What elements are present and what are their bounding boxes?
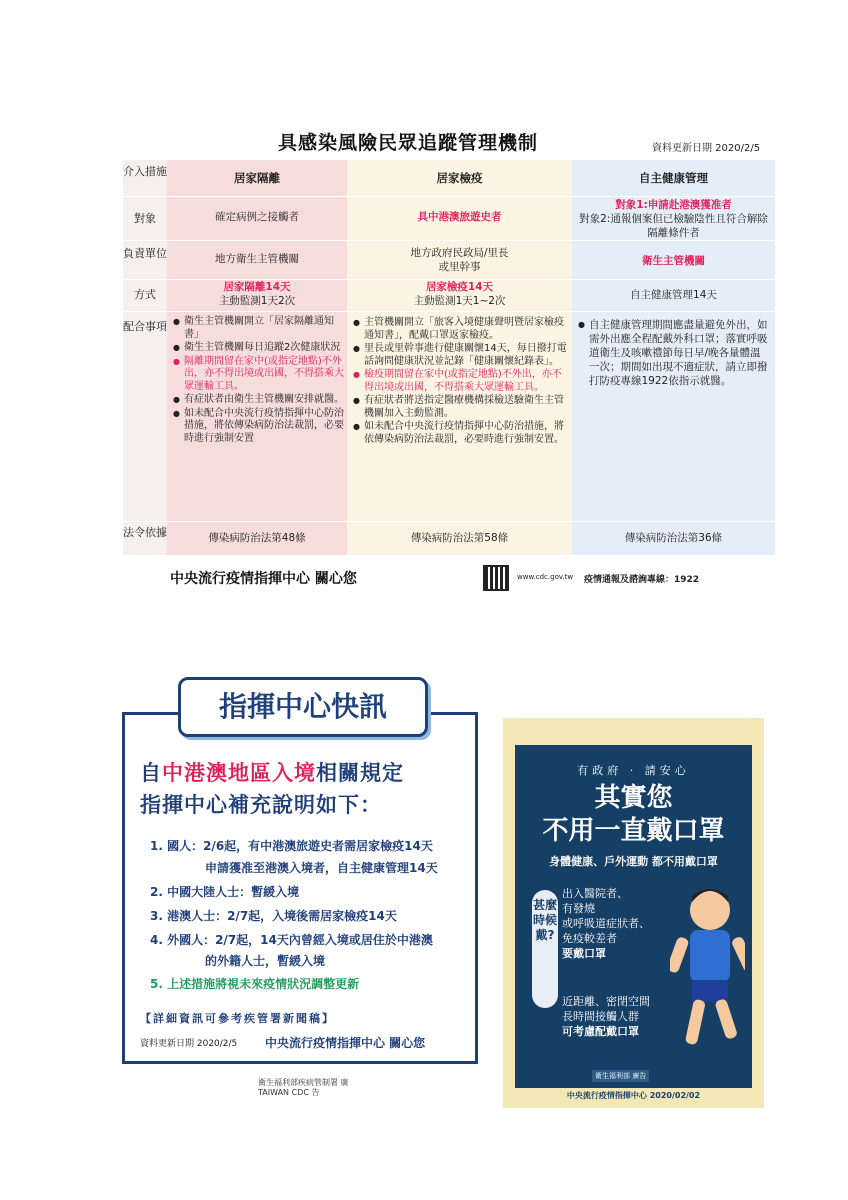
list-item: 的外籍人士，暫緩入境 <box>205 954 326 968</box>
col-header-self-management: 自主健康管理 <box>639 171 708 185</box>
law-self: 傳染病防治法第36條 <box>624 532 723 544</box>
qr-code-icon <box>483 565 509 591</box>
law-quarantine: 傳染病防治法第58條 <box>410 532 509 544</box>
method-quarantine: 居家檢疫14天 <box>425 281 494 293</box>
monitor-quarantine: 主動監測1天1~2次 <box>413 295 506 307</box>
bulletin-note: 【詳細資訊可參考疾管署新聞稿】 <box>140 1012 335 1025</box>
taiwan-cdc-logo: 衛生福利部疾病管制署 廣 TAIWAN CDC 告 <box>258 1078 349 1097</box>
row-label-method: 方式 <box>134 288 156 301</box>
list-item: ● 有症狀者由衛生主管機關安排就醫。 <box>173 394 345 407</box>
list-item: ● 如未配合中央流行疫情指揮中心防治措施，將依傳染病防治法裁罰，必要時進行強制安置 <box>173 408 345 446</box>
list-item: ● 隔離期間留在家中(或指定地點)不外出，亦不得出境或出國，不得搭乘大眾運輸工具。 <box>173 356 345 394</box>
unit-quarantine: 地方政府民政局/里長或里幹事 <box>410 247 509 273</box>
items-self <box>578 318 770 389</box>
list-item: 3. 港澳人士：2/7起，入境後需居家檢疫14天 <box>150 909 397 923</box>
poster-footer: 中央流行疫情指揮中心 2020/02/02 <box>566 1091 701 1100</box>
poster-list-2: 近距離、密閉空間 長時間接觸人群 可考慮配戴口罩 <box>562 995 650 1038</box>
bulletin-heading: 指揮中心快訊 <box>178 677 428 737</box>
list-item: ● 自主健康管理期間應盡量避免外出，如需外出應全程配戴外科口罩；落實呼吸道衛生及咳嗽禮節每日早/晚各量體溫一次；期間如出現不適症狀，請立即撥打防疫專線1922依指示就醫。 <box>578 318 770 388</box>
col-header-quarantine: 居家檢疫 <box>436 171 483 185</box>
row-label-target: 對象 <box>134 212 156 225</box>
col-header-isolation: 居家隔離 <box>234 171 280 185</box>
list-item: ● 衛生主管機關開立「居家隔離通知書」 <box>173 316 345 341</box>
list-item: 4. 外國人：2/7起，14天內曾經入境或居住於中港澳 <box>150 933 433 947</box>
list-item: ● 里長或里幹事進行健康關懷14天，每日撥打電話詢問健康狀況並記錄「健康關懷紀錄表」。 <box>353 343 567 368</box>
method-isolation: 居家隔離14天 <box>223 281 291 293</box>
list-item: ● 衛生主管機關每日追蹤2次健康狀況 <box>173 342 345 355</box>
website-link[interactable]: www.cdc.gov.tw <box>517 573 574 581</box>
target2-self: 對象2:通報個案但已檢驗陰性且符合解除隔離條件者 <box>579 213 768 239</box>
target-isolation: 確定病例之接觸者 <box>215 211 299 223</box>
target1-self: 對象1:申請赴港澳獲准者 <box>615 199 732 211</box>
row-label-measure: 介入措施 <box>123 165 167 178</box>
page-title: 具感染風險民眾追蹤管理機制 <box>278 132 539 154</box>
list-item: ● 主管機關開立「旅客入境健康聲明暨居家檢疫通知書」，配戴口罩返家檢疫。 <box>353 317 567 342</box>
list-item: 5. 上述措施將視未來疫情狀況調整更新 <box>150 977 360 991</box>
bulletin-date: 資料更新日期 2020/2/5 <box>140 1039 238 1049</box>
method-self: 自主健康管理14天 <box>630 289 717 301</box>
poster-headline-2: 不用一直戴口罩 <box>542 816 725 846</box>
management-table <box>123 160 775 555</box>
list-item: 申請獲准至港澳入境者，自主健康管理14天 <box>205 861 438 875</box>
poster-subtitle: 身體健康、戶外運動 都不用戴口罩 <box>549 855 718 868</box>
poster-headline-1: 其實您 <box>594 783 673 813</box>
list-item: 2. 中國大陸人士：暫緩入境 <box>150 885 300 899</box>
row-label-law: 法令依據 <box>123 526 167 539</box>
bulletin-signature: 中央流行疫情指揮中心 關心您 <box>265 1036 426 1050</box>
bulletin-title-line2: 指揮中心補充說明如下： <box>140 793 382 817</box>
law-isolation: 傳染病防治法第48條 <box>208 532 306 544</box>
monitor-isolation: 主動監測1天2次 <box>218 295 296 307</box>
runner-illustration <box>670 880 745 1060</box>
target-quarantine: 具中港澳旅遊史者 <box>417 211 502 223</box>
bulletin-title-line1: 自中港澳地區入境相關規定 <box>140 761 404 785</box>
footer-org: 中央流行疫情指揮中心 關心您 <box>170 571 357 587</box>
poster-list-1: 出入醫院者、 有發燒 或呼吸道症狀者、 免疫較差者 要戴口罩 <box>562 887 650 960</box>
items-quarantine <box>353 317 567 447</box>
items-isolation <box>173 316 345 446</box>
poster-top-text: 有政府 · 請安心 <box>577 764 690 777</box>
poster-credit: 衛生福利部 廣告 <box>592 1070 649 1082</box>
list-item: 1. 國人：2/6起，有中港澳旅遊史者需居家檢疫14天 <box>150 839 433 853</box>
list-item: ● 檢疫期間留在家中(或指定地點)不外出，亦不得出境或出國，不得搭乘大眾運輸工具。 <box>353 369 567 394</box>
unit-isolation: 地方衛生主管機關 <box>215 253 299 265</box>
poster-question: 甚麼時候戴? <box>532 890 558 1008</box>
list-item: ● 如未配合中央流行疫情指揮中心防治措施，將依傳染病防治法裁罰，必要時進行強制安置。 <box>353 421 567 446</box>
hotline: 疫情通報及諮詢專線：1922 <box>584 575 700 585</box>
update-date: 資料更新日期 2020/2/5 <box>652 143 761 154</box>
row-label-unit: 負責單位 <box>123 247 167 260</box>
unit-self: 衛生主管機關 <box>642 255 705 267</box>
row-label-items: 配合事項 <box>123 320 167 333</box>
list-item: ● 有症狀者將送指定醫療機構採檢送驗衛生主管機關加入主動監測。 <box>353 395 567 420</box>
